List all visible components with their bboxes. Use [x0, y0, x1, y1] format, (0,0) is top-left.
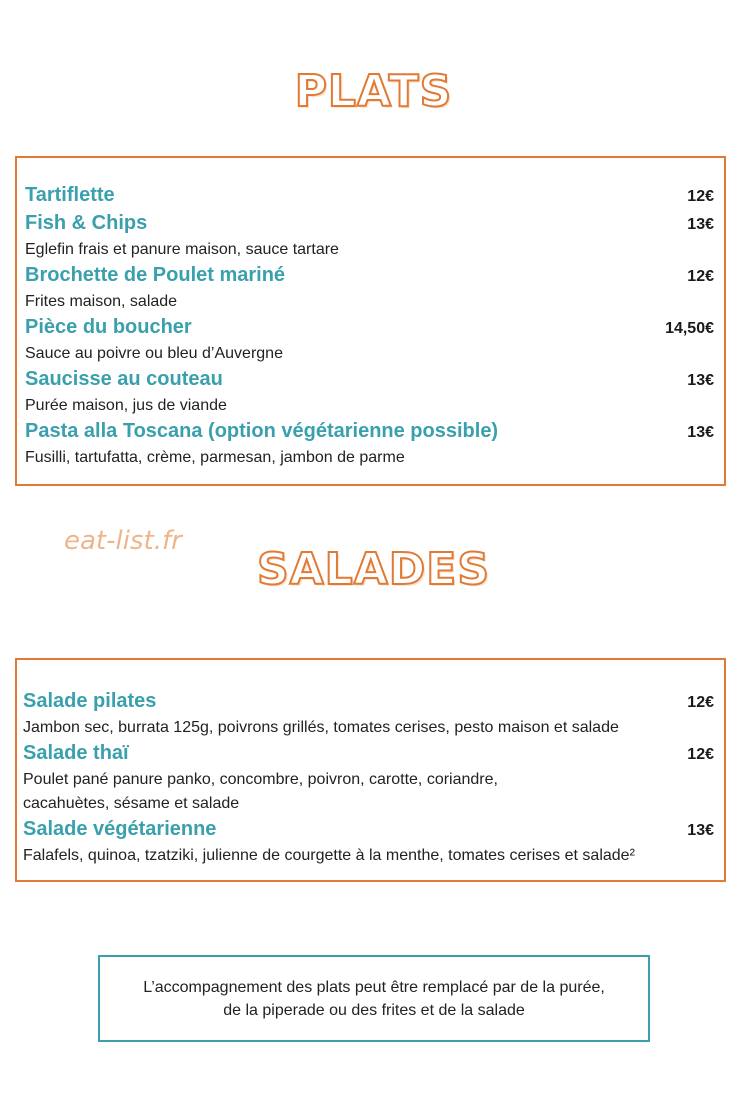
- item-price: 14,50€: [665, 320, 714, 337]
- menu-item: [25, 366, 716, 417]
- item-description: Fusilli, tartufatta, crème, parmesan, jambon de parme: [25, 449, 405, 466]
- menu-item: [25, 210, 716, 261]
- item-price: 12€: [687, 188, 714, 205]
- item-name: Salade thaï: [23, 742, 129, 764]
- item-description: Purée maison, jus de viande: [25, 397, 227, 414]
- plats-menu-box: [15, 156, 726, 486]
- menu-item: [23, 740, 716, 815]
- item-name: Salade végétarienne: [23, 818, 217, 840]
- item-description: Jambon sec, burrata 125g, poivrons grillés, tomates cerises, pesto maison et salade: [23, 719, 619, 736]
- item-description-continued: cacahuètes, sésame et salade: [23, 795, 240, 812]
- item-price: 12€: [687, 268, 714, 285]
- menu-item: [25, 262, 716, 313]
- item-price: 13€: [687, 372, 714, 389]
- item-name: Pasta alla Toscana (option végétarienne possible): [25, 420, 499, 442]
- item-name: Saucisse au couteau: [25, 368, 223, 390]
- item-price: 12€: [687, 694, 714, 711]
- menu-item: [23, 688, 716, 739]
- note-line: de la piperade ou des frites et de la salade: [223, 1001, 525, 1019]
- item-name: Salade pilates: [23, 690, 157, 712]
- item-price: 13€: [687, 822, 714, 839]
- item-description: Poulet pané panure panko, concombre, poivron, carotte, coriandre,: [23, 771, 498, 788]
- salades-menu-box: [15, 658, 726, 882]
- menu-item: [25, 182, 716, 210]
- item-price: 12€: [687, 746, 714, 763]
- item-name: Pièce du boucher: [25, 316, 192, 338]
- side-dish-note: [98, 955, 650, 1042]
- item-description: Falafels, quinoa, tzatziki, julienne de courgette à la menthe, tomates cerises et salade²: [23, 847, 635, 864]
- item-name: Brochette de Poulet mariné: [25, 264, 286, 286]
- menu-item: [25, 418, 716, 469]
- menu-item: [25, 314, 716, 365]
- item-price: 13€: [687, 216, 714, 233]
- salades-heading: SALADES: [256, 544, 491, 595]
- plats-heading: PLATS: [294, 66, 453, 117]
- note-line: L’accompagnement des plats peut être remplacé par de la purée,: [143, 978, 605, 996]
- item-description: Sauce au poivre ou bleu d’Auvergne: [25, 345, 283, 362]
- item-description: Eglefin frais et panure maison, sauce tartare: [25, 241, 339, 258]
- item-name: Tartiflette: [25, 184, 115, 206]
- item-name: Fish & Chips: [25, 212, 148, 234]
- watermark: eat-list.fr: [64, 526, 182, 556]
- menu-item: [23, 816, 716, 867]
- item-price: 13€: [687, 424, 714, 441]
- item-description: Frites maison, salade: [25, 293, 178, 310]
